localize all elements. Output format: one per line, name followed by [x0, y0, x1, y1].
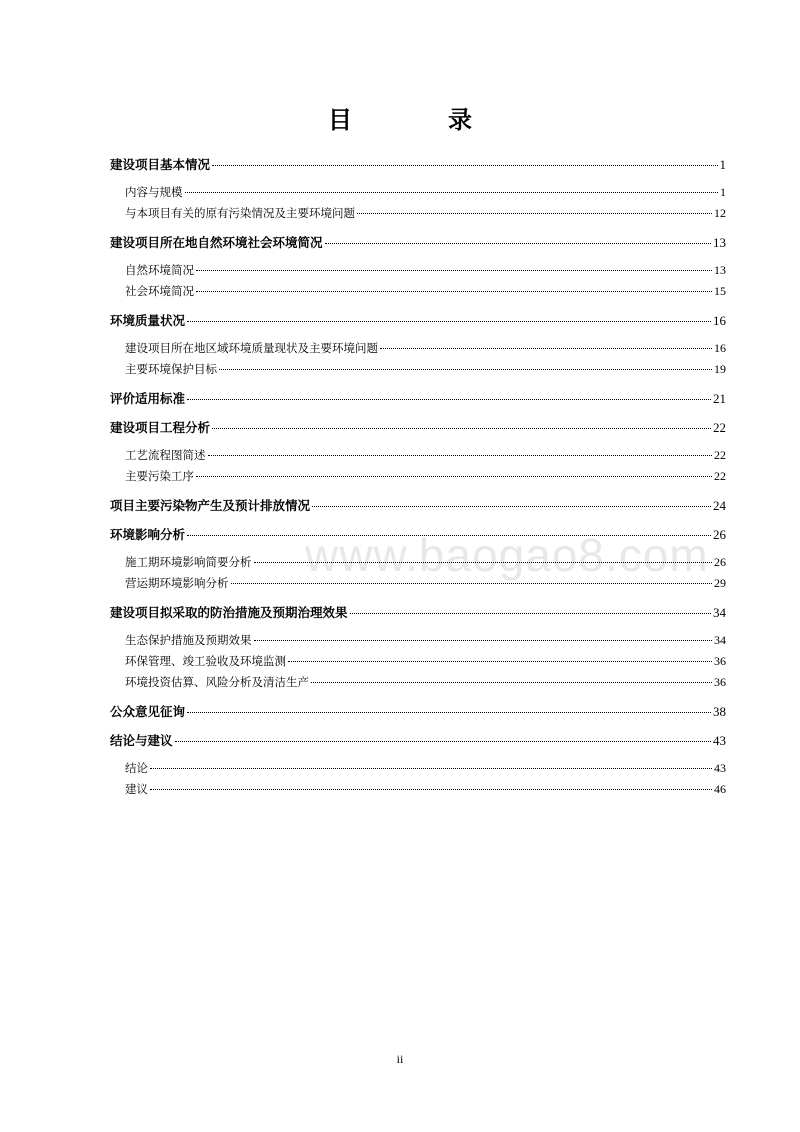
toc-subentry-label: 营运期环境影响分析	[125, 576, 229, 590]
toc-entry-page: 1	[719, 157, 726, 172]
toc-subentry-label: 工艺流程图简述	[125, 448, 206, 462]
toc-entry-label: 评价适用标准	[110, 391, 186, 406]
dot-leader	[380, 348, 712, 349]
dot-leader	[196, 291, 712, 292]
toc-subentry-label: 社会环境简况	[125, 284, 194, 298]
toc-entry[interactable]	[110, 228, 726, 257]
dot-leader	[187, 399, 711, 400]
toc-entry-page: 24	[713, 498, 726, 513]
toc-subentry-label: 环保管理、竣工验收及环境监测	[125, 654, 286, 668]
dot-leader	[357, 213, 712, 214]
toc-subentry-page: 12	[714, 206, 726, 220]
toc-section	[110, 491, 726, 520]
toc-subentry[interactable]	[110, 651, 726, 672]
dot-leader	[311, 682, 712, 683]
toc-subsection-list	[110, 257, 726, 306]
toc-subentry[interactable]	[110, 779, 726, 800]
toc-subentry-label: 自然环境简况	[125, 263, 194, 277]
toc-entry-label: 环境影响分析	[110, 527, 186, 542]
toc-subentry-page: 36	[714, 675, 726, 689]
toc-subentry[interactable]	[110, 182, 726, 203]
dot-leader	[150, 789, 712, 790]
toc-subsection-list	[110, 442, 726, 491]
toc-entry-page: 34	[713, 605, 726, 620]
toc-subentry-label: 生态保护措施及预期效果	[125, 633, 252, 647]
toc-subsection-list	[110, 627, 726, 697]
toc-section	[110, 384, 726, 413]
toc-subentry[interactable]	[110, 338, 726, 359]
dot-leader	[350, 613, 711, 614]
toc-subentry-label: 建设项目所在地区域环境质量现状及主要环境问题	[125, 341, 378, 355]
dot-leader	[196, 270, 712, 271]
toc-subentry[interactable]	[110, 281, 726, 302]
dot-leader	[150, 768, 712, 769]
toc-subentry[interactable]	[110, 260, 726, 281]
toc-subentry-page: 16	[714, 341, 726, 355]
toc-entry[interactable]	[110, 520, 726, 549]
toc-subentry[interactable]	[110, 573, 726, 594]
toc-subentry[interactable]	[110, 359, 726, 380]
toc-subentry-page: 43	[714, 761, 726, 775]
toc-subentry-label: 与本项目有关的原有污染情况及主要环境问题	[125, 206, 355, 220]
table-of-contents	[110, 150, 726, 804]
toc-entry-page: 22	[713, 420, 726, 435]
toc-subentry-label: 主要环境保护目标	[125, 362, 217, 376]
toc-subentry[interactable]	[110, 552, 726, 573]
toc-section	[110, 726, 726, 804]
page-number: ii	[396, 1052, 404, 1066]
toc-subentry-label: 环境投资估算、风险分析及清洁生产	[125, 675, 309, 689]
toc-entry-label: 建设项目基本情况	[110, 157, 211, 172]
dot-leader	[196, 476, 712, 477]
toc-subentry-label: 结论	[125, 761, 148, 775]
toc-section	[110, 413, 726, 491]
toc-entry[interactable]	[110, 598, 726, 627]
toc-entry[interactable]	[110, 697, 726, 726]
dot-leader	[312, 506, 711, 507]
toc-entry-label: 结论与建议	[110, 733, 173, 748]
toc-subentry[interactable]	[110, 445, 726, 466]
toc-subentry-page: 26	[714, 555, 726, 569]
toc-entry-page: 13	[713, 235, 726, 250]
toc-subentry-page: 19	[714, 362, 726, 376]
toc-subentry[interactable]	[110, 672, 726, 693]
toc-section	[110, 598, 726, 697]
toc-subentry-page: 13	[714, 263, 726, 277]
toc-entry-label: 项目主要污染物产生及预计排放情况	[110, 498, 311, 513]
toc-entry-page: 16	[713, 313, 726, 328]
toc-entry-label: 建设项目拟采取的防治措施及预期治理效果	[110, 605, 348, 620]
toc-subentry[interactable]	[110, 758, 726, 779]
toc-section	[110, 306, 726, 384]
toc-subentry-page: 15	[714, 284, 726, 298]
watermark: www.baogao8.com	[305, 529, 709, 581]
toc-entry[interactable]	[110, 150, 726, 179]
document-title: 目 录	[328, 106, 508, 134]
dot-leader	[187, 535, 711, 536]
toc-entry-page: 38	[713, 704, 726, 719]
toc-entry-label: 环境质量状况	[110, 313, 186, 328]
toc-subentry[interactable]	[110, 203, 726, 224]
toc-entry[interactable]	[110, 306, 726, 335]
dot-leader	[187, 321, 711, 322]
dot-leader	[231, 583, 713, 584]
toc-entry-label: 建设项目工程分析	[110, 420, 211, 435]
toc-subentry-label: 施工期环境影响简要分析	[125, 555, 252, 569]
toc-subsection-list	[110, 549, 726, 598]
dot-leader	[288, 661, 712, 662]
toc-entry-page: 26	[713, 527, 726, 542]
toc-subentry[interactable]	[110, 630, 726, 651]
toc-subentry-label: 主要污染工序	[125, 469, 194, 483]
toc-subsection-list	[110, 755, 726, 804]
toc-subentry-label: 建议	[125, 782, 148, 796]
dot-leader	[254, 562, 713, 563]
toc-entry-page: 21	[713, 391, 726, 406]
toc-section	[110, 150, 726, 228]
toc-entry[interactable]	[110, 413, 726, 442]
toc-subentry-page: 36	[714, 654, 726, 668]
toc-section	[110, 228, 726, 306]
dot-leader	[325, 243, 711, 244]
dot-leader	[219, 369, 712, 370]
dot-leader	[212, 428, 711, 429]
toc-subentry-page: 46	[714, 782, 726, 796]
toc-subentry[interactable]	[110, 466, 726, 487]
toc-subentry-page: 22	[714, 469, 726, 483]
toc-entry-label: 公众意见征询	[110, 704, 186, 719]
toc-entry-label: 建设项目所在地自然环境社会环境简况	[110, 235, 323, 250]
dot-leader	[212, 165, 717, 166]
toc-section	[110, 520, 726, 598]
toc-entry[interactable]	[110, 491, 726, 520]
toc-subsection-list	[110, 335, 726, 384]
toc-subentry-label: 内容与规模	[125, 185, 183, 199]
toc-subentry-page: 29	[714, 576, 726, 590]
dot-leader	[187, 712, 711, 713]
toc-subentry-page: 1	[720, 185, 726, 199]
toc-subsection-list	[110, 179, 726, 228]
dot-leader	[254, 640, 713, 641]
toc-subentry-page: 22	[714, 448, 726, 462]
toc-entry-page: 43	[713, 733, 726, 748]
toc-section	[110, 697, 726, 726]
toc-subentry-page: 34	[714, 633, 726, 647]
dot-leader	[185, 192, 719, 193]
dot-leader	[175, 741, 711, 742]
toc-entry[interactable]	[110, 384, 726, 413]
toc-entry[interactable]	[110, 726, 726, 755]
dot-leader	[208, 455, 713, 456]
